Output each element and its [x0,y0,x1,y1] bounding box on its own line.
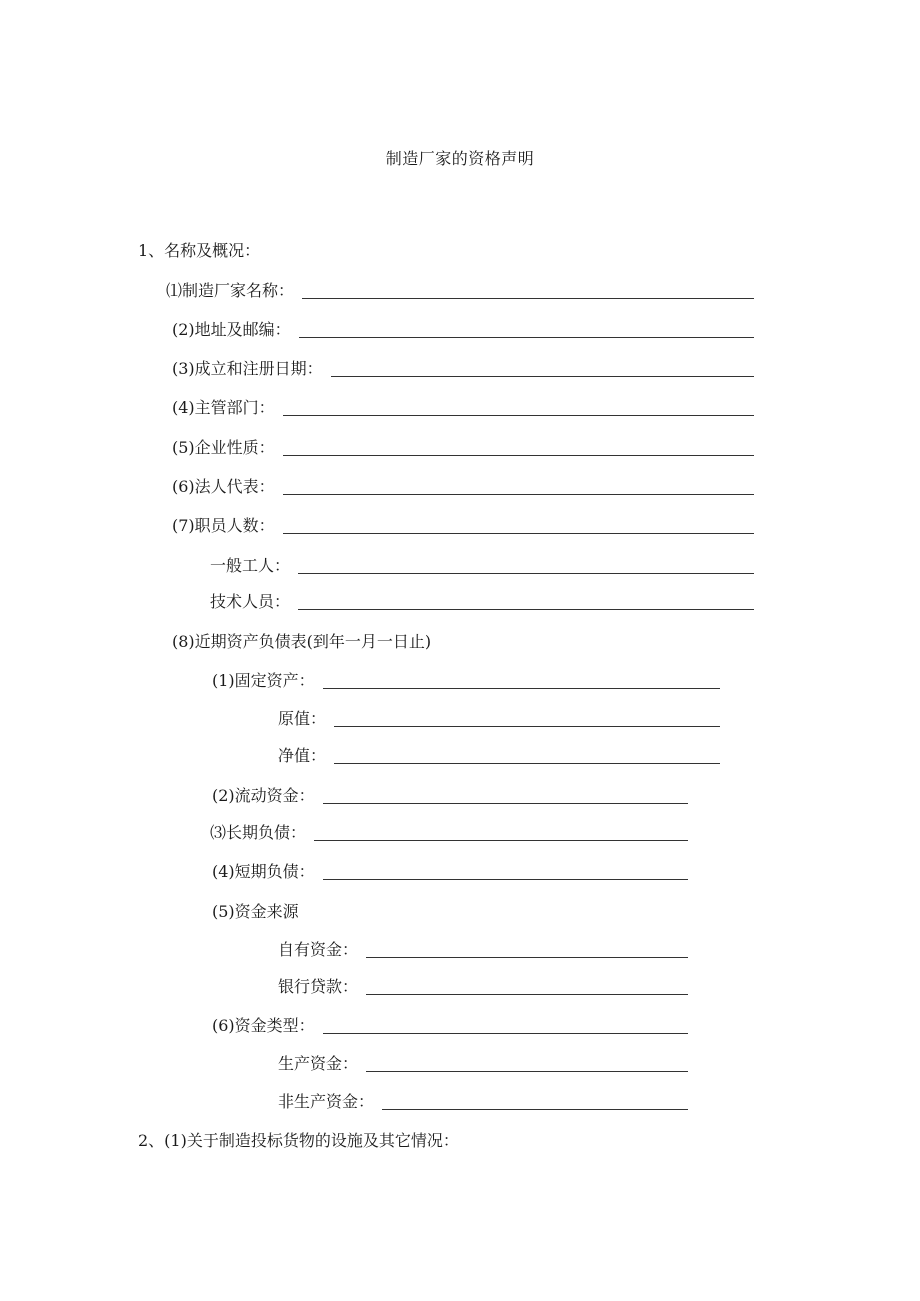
field-label: (3)成立和注册日期： [172,359,323,378]
fill-line-bank-loans[interactable] [366,980,688,995]
fill-line-manufacturer-name[interactable] [302,284,754,299]
fill-line-supervising-department[interactable] [283,401,754,416]
field-label: (7)职员人数： [172,516,275,535]
field-label: (4)主管部门： [172,398,275,417]
section-1-heading: 1、名称及概况： [138,241,261,260]
fill-line-production-funds[interactable] [366,1057,688,1072]
field-label: 生产资金： [278,1054,359,1073]
field-long-term-liabilities [210,823,688,843]
field-bank-loans [278,977,688,997]
funding-source-heading: (5)资金来源 [212,902,299,921]
field-label: (6)资金类型： [212,1016,315,1035]
field-technical-staff [210,592,754,612]
field-fund-type [212,1016,688,1036]
field-enterprise-nature [172,438,754,458]
field-staff-count [172,516,754,536]
fill-line-short-term-liabilities[interactable] [323,865,688,880]
field-label: ⑴制造厂家名称： [166,281,295,300]
field-label: (6)法人代表： [172,477,275,496]
field-working-capital [212,786,688,806]
fill-line-long-term-liabilities[interactable] [314,826,688,841]
fill-line-staff-count[interactable] [283,519,754,534]
field-short-term-liabilities [212,862,688,882]
field-label: ⑶长期负债： [210,823,307,842]
field-establish-date [172,359,754,379]
fill-line-non-production-funds[interactable] [382,1095,688,1110]
field-general-workers [210,556,754,576]
field-label: 净值： [278,746,327,765]
section-2-heading: 2、(1)关于制造投标货物的设施及其它情况： [138,1131,459,1150]
field-label: (2)地址及邮编： [172,320,291,339]
field-label: 自有资金： [278,940,359,959]
fill-line-legal-representative[interactable] [283,480,754,495]
field-label: 原值： [278,709,327,728]
field-label: 一般工人： [210,556,291,575]
fill-line-working-capital[interactable] [323,789,688,804]
fill-line-general-workers[interactable] [298,559,754,574]
fill-line-fund-type[interactable] [323,1019,688,1034]
field-label: 非生产资金： [278,1092,375,1111]
field-production-funds [278,1054,688,1074]
fill-line-own-funds[interactable] [366,943,688,958]
field-label: 银行贷款： [278,977,359,996]
field-label: 技术人员： [210,592,291,611]
field-net-value [278,746,720,766]
fill-line-enterprise-nature[interactable] [283,441,754,456]
document-title: 制造厂家的资格声明 [385,149,535,168]
field-label: (5)企业性质： [172,438,275,457]
field-address-postcode [172,320,754,340]
field-label: (1)固定资产： [212,671,315,690]
balance-sheet-heading: (8)近期资产负债表(到年一月一日止) [172,632,432,651]
field-supervising-department [172,398,754,418]
fill-line-net-value[interactable] [334,749,720,764]
fill-line-establish-date[interactable] [331,362,754,377]
field-original-value [278,709,720,729]
field-manufacturer-name [166,281,754,301]
field-non-production-funds [278,1092,688,1112]
field-label: (4)短期负债： [212,862,315,881]
field-fixed-assets [212,671,720,691]
field-own-funds [278,940,688,960]
field-legal-representative [172,477,754,497]
fill-line-address-postcode[interactable] [299,323,754,338]
field-label: (2)流动资金： [212,786,315,805]
fill-line-original-value[interactable] [334,712,720,727]
fill-line-fixed-assets[interactable] [323,674,720,689]
fill-line-technical-staff[interactable] [298,595,754,610]
